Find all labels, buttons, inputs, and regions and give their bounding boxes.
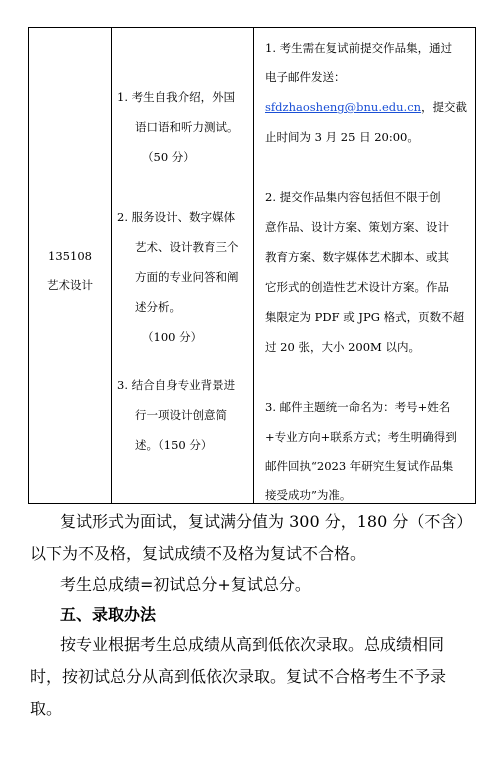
admission-paragraph-line: 按专业根据考生总成绩从高到低依次录取。总成绩相同: [60, 635, 445, 654]
email-tail: ，提交截: [421, 100, 468, 114]
email-link[interactable]: sfdzhaosheng@bnu.edu.cn: [265, 100, 422, 114]
column-divider-2: [253, 28, 254, 503]
major-code: 135108: [48, 249, 92, 263]
submission-note-line: 1. 考生需在复试前提交作品集，通过: [265, 41, 453, 55]
submission-note-line: 教育方案、数字媒体艺术脚本、或其: [265, 250, 449, 264]
submission-note-line: 3. 邮件主题统一命名为：考号+姓名: [265, 400, 451, 414]
submission-note-line: 集限定为 PDF 或 JPG 格式，页数不超: [265, 310, 465, 324]
admission-paragraph-line: 取。: [30, 699, 63, 718]
exam-item-line: 述。（150 分）: [135, 438, 213, 452]
retest-paragraph-line: 复试形式为面试，复试满分值为 300 分，180 分（不含）: [60, 512, 473, 531]
total-score-paragraph: 考生总成绩=初试总分+复试总分。: [60, 575, 311, 594]
submission-note-line: +专业方向+联系方式；考生明确得到: [265, 430, 457, 444]
exam-item-score: （50 分）: [142, 150, 195, 164]
section-heading: 五、录取办法: [60, 605, 157, 624]
major-name: 艺术设计: [47, 278, 93, 292]
submission-note-line: 电子邮件发送：: [265, 70, 346, 84]
exam-item-line: 行一项设计创意简: [135, 408, 227, 422]
exam-item-line: 述分析。: [135, 300, 181, 314]
exam-item-line: 1. 考生自我介绍，外国: [117, 90, 236, 104]
submission-note-line: 意作品、设计方案、策划方案、设计: [265, 220, 449, 234]
exam-item-score: （100 分）: [142, 330, 203, 344]
submission-note-line: 过 20 张，大小 200M 以内。: [265, 340, 420, 354]
admission-paragraph-line: 时，按初试总分从高到低依次录取。复试不合格考生不予录: [30, 667, 447, 686]
submission-note-line: 接受成功”为准。: [265, 488, 352, 502]
deadline-line: 止时间为 3 月 25 日 20:00。: [265, 130, 419, 144]
submission-note-line: 2. 提交作品集内容包括但不限于创: [265, 190, 441, 204]
requirements-table: [28, 27, 476, 504]
submission-note-line: [265, 100, 467, 115]
exam-item-line: 方面的专业问答和阐: [135, 270, 239, 284]
submission-note-line: 它形式的创造性艺术设计方案。作品: [265, 280, 449, 294]
submission-note-line: 邮件回执“2023 年研究生复试作品集: [265, 459, 454, 473]
exam-item-line: 3. 结合自身专业背景进: [117, 378, 236, 392]
column-divider-1: [111, 28, 112, 503]
exam-item-line: 艺术、设计教育三个: [135, 240, 239, 254]
exam-item-line: 2. 服务设计、数字媒体: [117, 210, 236, 224]
retest-paragraph-line: 以下为不及格，复试成绩不及格为复试不合格。: [30, 544, 367, 563]
exam-item-line: 语口语和听力测试。: [135, 120, 239, 134]
